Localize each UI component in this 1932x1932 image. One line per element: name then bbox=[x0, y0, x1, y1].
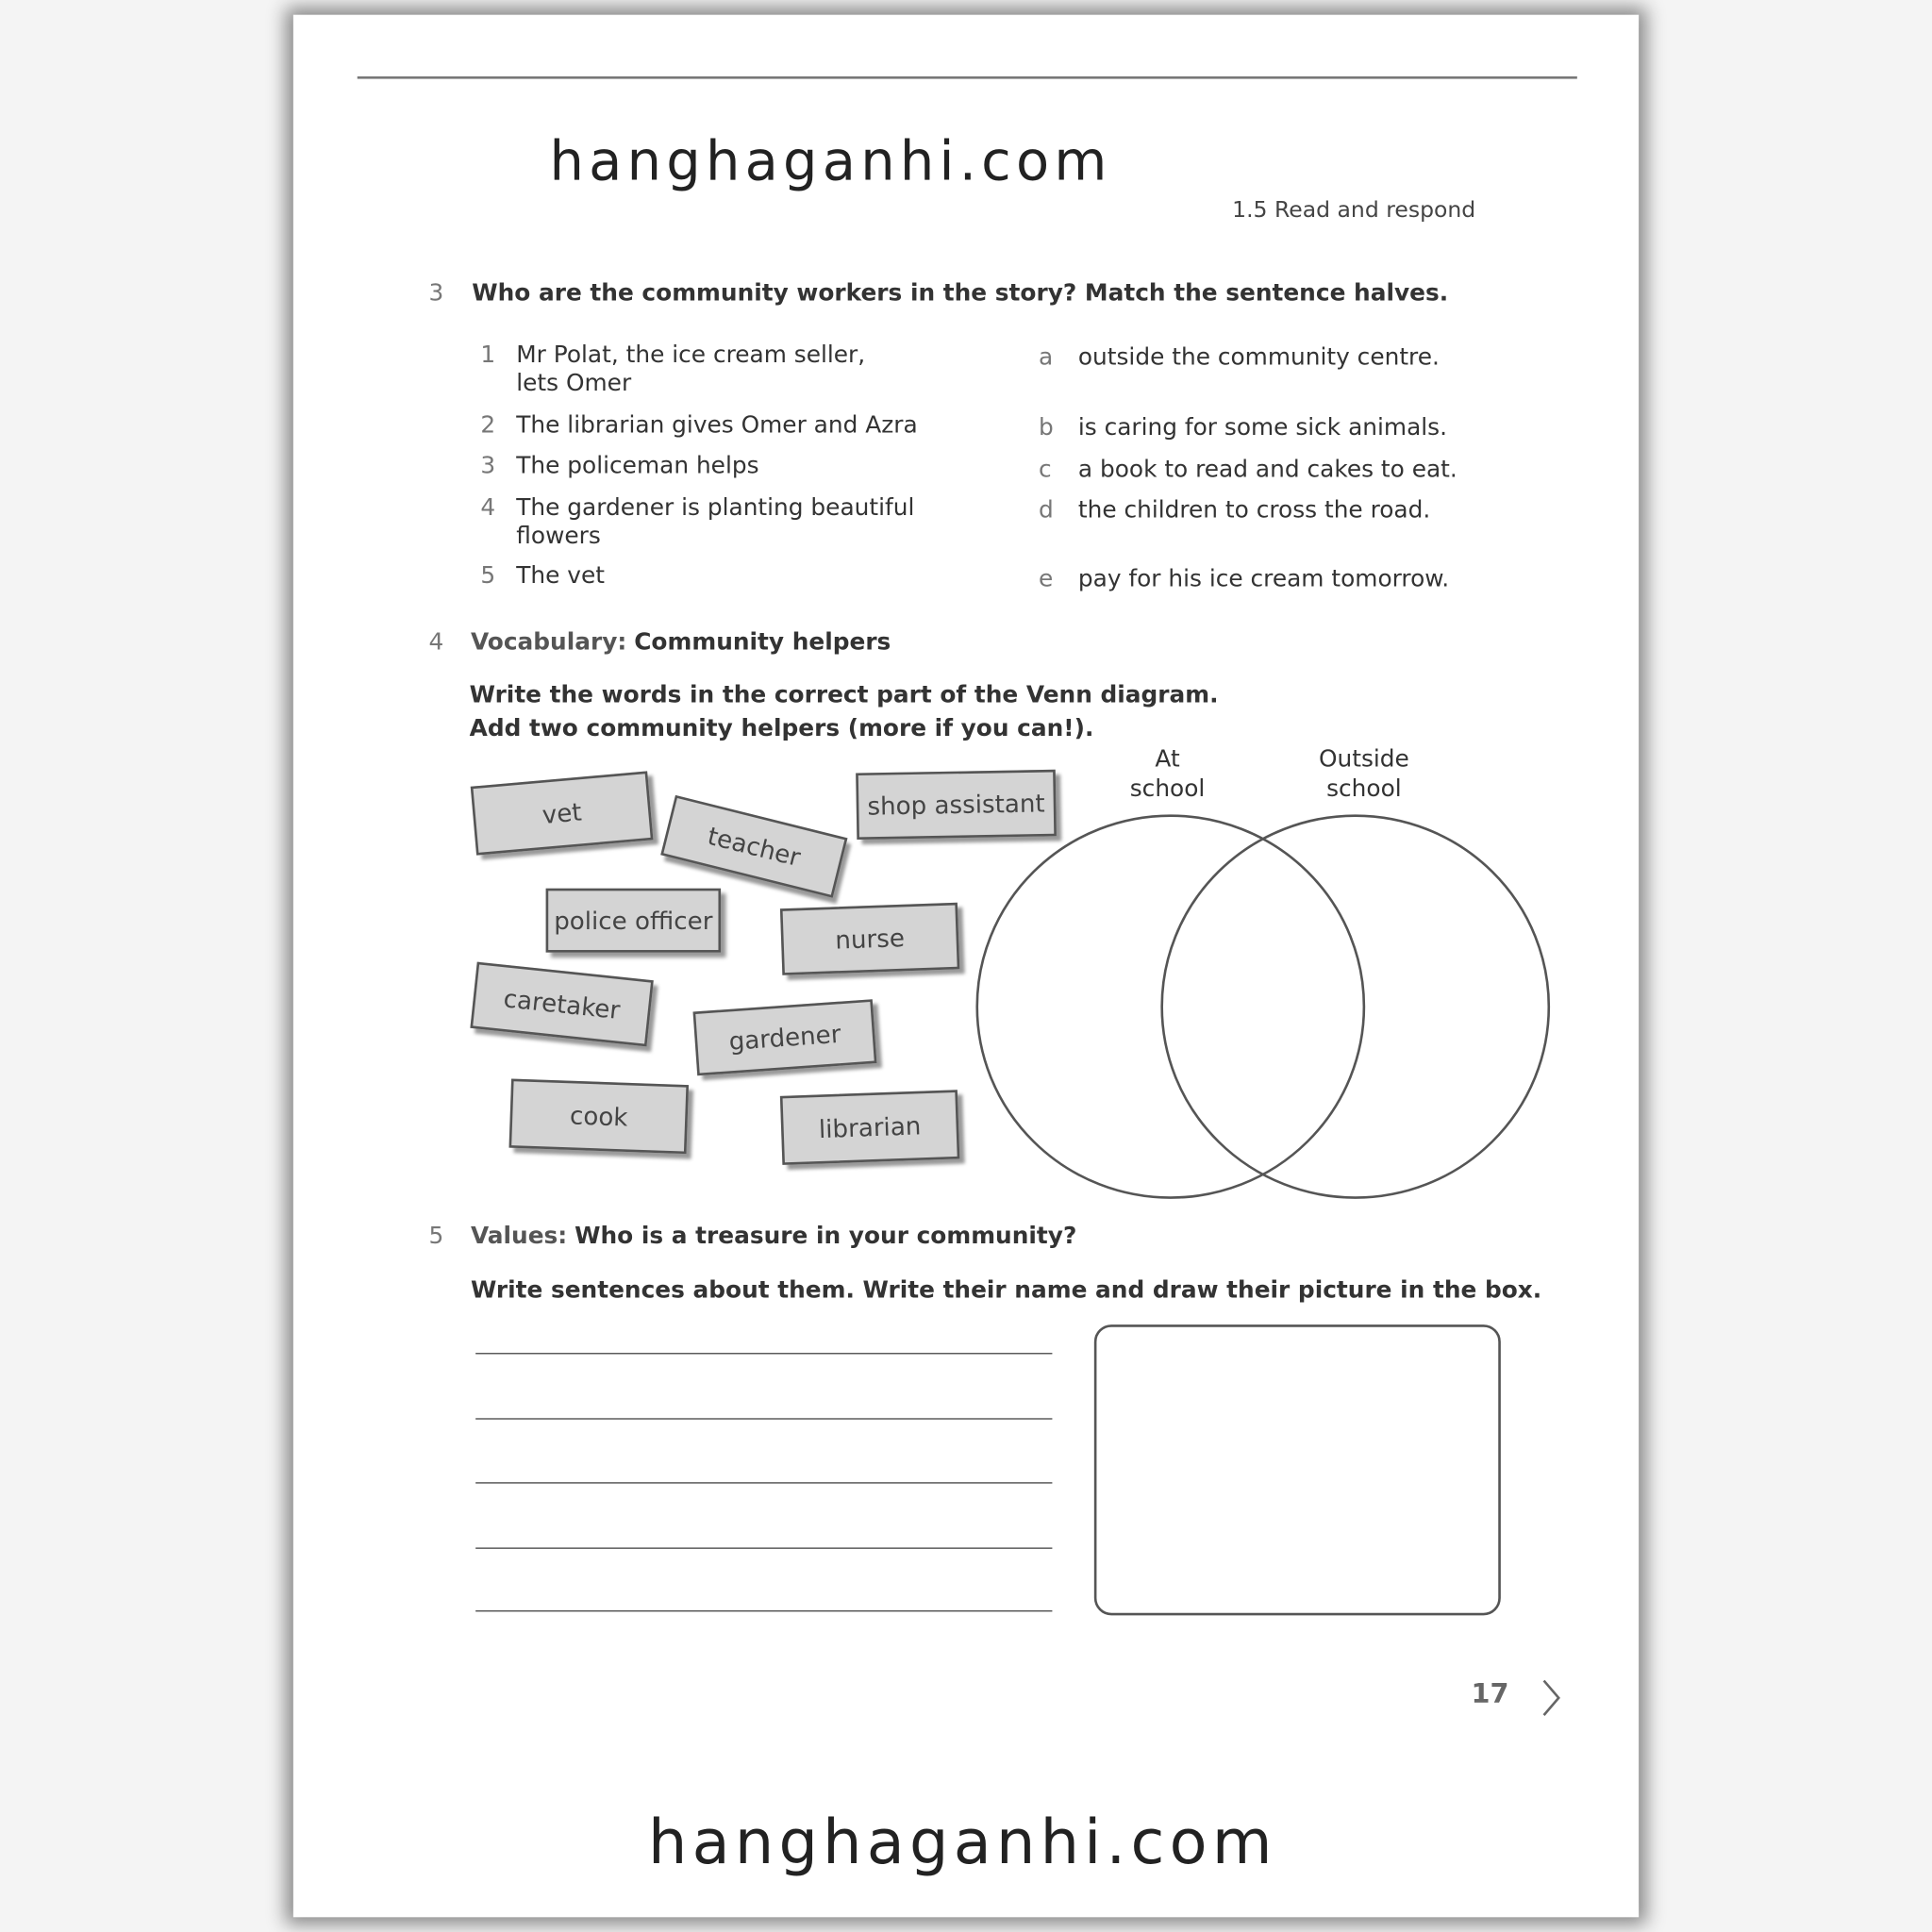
item-letter: e bbox=[1039, 565, 1054, 593]
item-letter: c bbox=[1039, 456, 1052, 483]
word-card-police-officer: police officer bbox=[546, 889, 721, 953]
venn-circle-outside-school[interactable] bbox=[1162, 816, 1549, 1198]
item-number: 1 bbox=[480, 341, 496, 369]
section-heading: 1.5 Read and respond bbox=[1232, 196, 1476, 224]
q5-instruction: Write sentences about them. Write their name and draw their picture in the box. bbox=[470, 1276, 1542, 1304]
writing-line[interactable] bbox=[475, 1418, 1052, 1419]
item-number: 4 bbox=[480, 493, 496, 522]
right-item: a book to read and cakes to eat. bbox=[1077, 456, 1457, 483]
left-item: The vet bbox=[516, 561, 605, 590]
label-line: school bbox=[1129, 774, 1206, 803]
q5-number: 5 bbox=[428, 1222, 444, 1250]
q4-title-text: Community helpers bbox=[634, 628, 891, 656]
q4-title bbox=[471, 628, 891, 656]
venn-circle-at-school[interactable] bbox=[977, 816, 1364, 1198]
label-line: Outside bbox=[1318, 745, 1409, 773]
left-item-cont: flowers bbox=[516, 522, 601, 550]
writing-line[interactable] bbox=[475, 1547, 1052, 1548]
writing-line[interactable] bbox=[475, 1353, 1052, 1354]
venn-diagram bbox=[961, 808, 1565, 1214]
item-letter: d bbox=[1039, 496, 1054, 525]
watermark-top: hanghaganhi.com bbox=[549, 130, 1112, 194]
word-card-vet: vet bbox=[471, 771, 654, 855]
venn-label-outside-school bbox=[1304, 744, 1424, 804]
left-item-cont: lets Omer bbox=[516, 369, 632, 397]
right-item: is caring for some sick animals. bbox=[1077, 413, 1447, 441]
label-line: school bbox=[1326, 774, 1402, 803]
right-item: outside the community centre. bbox=[1077, 343, 1440, 372]
drawing-box[interactable] bbox=[1094, 1324, 1501, 1615]
item-letter: b bbox=[1039, 413, 1054, 441]
page-number: 17 bbox=[1471, 1679, 1509, 1710]
item-number: 5 bbox=[480, 561, 496, 590]
venn-label-at-school bbox=[1109, 744, 1226, 804]
label-line: At bbox=[1155, 745, 1180, 773]
right-item: the children to cross the road. bbox=[1077, 496, 1431, 525]
q3-number: 3 bbox=[428, 279, 444, 308]
writing-line[interactable] bbox=[475, 1482, 1052, 1483]
word-card-caretaker: caretaker bbox=[470, 962, 653, 1047]
word-card-gardener: gardener bbox=[693, 999, 877, 1075]
q5-title bbox=[471, 1223, 1076, 1250]
item-number: 3 bbox=[480, 452, 496, 480]
q3-title: Who are the community workers in the story? Match the sentence halves. bbox=[472, 279, 1449, 308]
left-item: The librarian gives Omer and Azra bbox=[516, 411, 918, 439]
q4-instruction-1: Write the words in the correct part of the Venn diagram. bbox=[469, 681, 1219, 709]
q4-number: 4 bbox=[428, 628, 444, 656]
item-letter: a bbox=[1039, 343, 1054, 372]
q4-instruction-2: Add two community helpers (more if you can!). bbox=[469, 714, 1094, 742]
item-number: 2 bbox=[480, 411, 496, 439]
word-card-cook: cook bbox=[509, 1079, 690, 1155]
word-card-nurse: nurse bbox=[780, 903, 959, 975]
left-item: Mr Polat, the ice cream seller, bbox=[516, 341, 866, 369]
word-card-librarian: librarian bbox=[780, 1090, 960, 1165]
left-item: The gardener is planting beautiful bbox=[516, 493, 915, 522]
right-item: pay for his ice cream tomorrow. bbox=[1077, 565, 1450, 593]
word-card-teacher: teacher bbox=[660, 795, 847, 898]
left-item: The policeman helps bbox=[516, 452, 759, 480]
word-card-shop-assistant: shop assistant bbox=[856, 770, 1057, 840]
q5-title-text: Who is a treasure in your community? bbox=[575, 1222, 1077, 1250]
chevron-right-icon[interactable] bbox=[1541, 1678, 1563, 1718]
writing-line[interactable] bbox=[475, 1610, 1052, 1611]
q4-label: Vocabulary: bbox=[470, 628, 627, 656]
q5-label: Values: bbox=[470, 1222, 568, 1250]
watermark-bottom: hanghaganhi.com bbox=[648, 1806, 1277, 1878]
top-rule bbox=[358, 76, 1577, 79]
